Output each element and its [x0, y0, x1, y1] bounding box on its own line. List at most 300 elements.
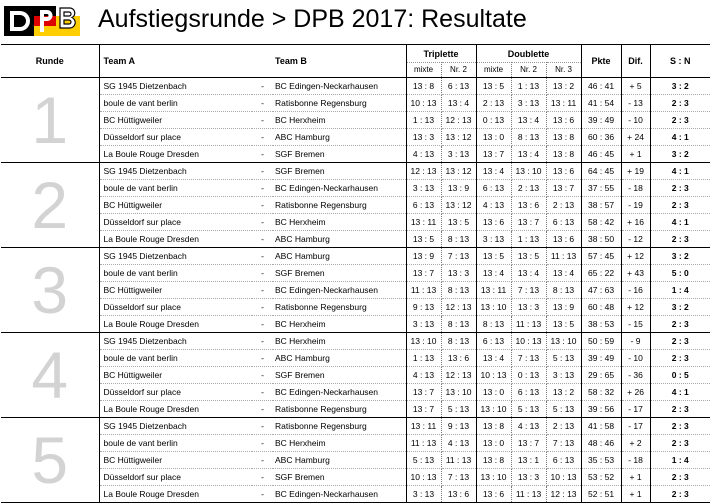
round-cell: [1, 78, 99, 163]
table-row: [1, 197, 710, 214]
dif-cell: - 12: [621, 231, 650, 248]
separator-cell: -: [252, 418, 273, 435]
doublette-nr2-cell: 13 : 4: [511, 265, 546, 282]
team-a-cell: boule de vant berlin: [99, 95, 252, 112]
triplette-mixte-cell: 13 : 8: [406, 78, 441, 95]
separator-cell: -: [252, 435, 273, 452]
sn-cell: 2 : 3: [650, 180, 710, 197]
triplette-nr2-cell: 12 : 13: [441, 299, 476, 316]
doublette-nr3-cell: 6 : 13: [546, 214, 581, 231]
doublette-nr2-cell: 7 : 13: [511, 350, 546, 367]
team-b-cell: Ratisbonne Regensburg: [273, 401, 406, 418]
team-a-cell: SG 1945 Dietzenbach: [99, 163, 252, 180]
sn-cell: 0 : 5: [650, 367, 710, 384]
team-b-cell: BC Herxheim: [273, 112, 406, 129]
triplette-mixte-cell: 1 : 13: [406, 350, 441, 367]
round-cell: [1, 333, 99, 418]
team-a-cell: BC Hüttigweiler: [99, 452, 252, 469]
doublette-nr3-cell: 10 : 13: [546, 469, 581, 486]
table-row: [1, 435, 710, 452]
sn-cell: 4 : 1: [650, 129, 710, 146]
dif-cell: + 1: [621, 486, 650, 503]
doublette-nr2-cell: 4 : 13: [511, 418, 546, 435]
page-title: Aufstiegsrunde > DPB 2017: Resultate: [98, 5, 527, 33]
table-row: [1, 146, 710, 163]
triplette-nr2-cell: 11 : 13: [441, 452, 476, 469]
team-a-cell: boule de vant berlin: [99, 265, 252, 282]
col-header-doublette-nr3: Nr. 3: [546, 63, 581, 78]
team-a-cell: BC Hüttigweiler: [99, 367, 252, 384]
doublette-nr2-cell: 13 : 7: [511, 214, 546, 231]
round-cell: [1, 418, 99, 503]
triplette-nr2-cell: 13 : 6: [441, 486, 476, 503]
doublette-nr3-cell: 3 : 13: [546, 367, 581, 384]
dif-cell: + 24: [621, 129, 650, 146]
doublette-nr2-cell: 10 : 13: [511, 333, 546, 350]
dif-cell: + 43: [621, 265, 650, 282]
pkte-cell: 35 : 53: [581, 452, 621, 469]
doublette-mixte-cell: 13 : 8: [476, 452, 511, 469]
triplette-mixte-cell: 13 : 11: [406, 214, 441, 231]
doublette-mixte-cell: 13 : 5: [476, 248, 511, 265]
team-b-cell: BC Herxheim: [273, 214, 406, 231]
team-a-cell: Düsseldorf sur place: [99, 129, 252, 146]
sn-cell: 2 : 3: [650, 469, 710, 486]
round-cell: [1, 163, 99, 248]
team-b-cell: BC Edingen-Neckarhausen: [273, 384, 406, 401]
triplette-nr2-cell: 13 : 12: [441, 197, 476, 214]
table-row: [1, 418, 710, 435]
sn-cell: 4 : 1: [650, 214, 710, 231]
separator-cell: -: [252, 469, 273, 486]
table-row: [1, 282, 710, 299]
doublette-nr3-cell: 13 : 8: [546, 129, 581, 146]
team-b-cell: BC Herxheim: [273, 333, 406, 350]
team-a-cell: BC Hüttigweiler: [99, 197, 252, 214]
dif-cell: - 10: [621, 112, 650, 129]
triplette-nr2-cell: 13 : 12: [441, 163, 476, 180]
triplette-nr2-cell: 12 : 13: [441, 367, 476, 384]
team-b-cell: ABC Hamburg: [273, 129, 406, 146]
page-header: [0, 0, 712, 44]
doublette-nr3-cell: 13 : 6: [546, 231, 581, 248]
triplette-mixte-cell: 11 : 13: [406, 282, 441, 299]
dif-cell: - 15: [621, 316, 650, 333]
separator-cell: -: [252, 180, 273, 197]
sn-cell: 2 : 3: [650, 350, 710, 367]
sn-cell: 2 : 3: [650, 112, 710, 129]
triplette-mixte-cell: 11 : 13: [406, 435, 441, 452]
doublette-nr2-cell: 11 : 13: [511, 486, 546, 503]
team-a-cell: BC Hüttigweiler: [99, 112, 252, 129]
doublette-nr2-cell: 13 : 1: [511, 452, 546, 469]
dif-cell: - 18: [621, 180, 650, 197]
sn-cell: 3 : 2: [650, 78, 710, 95]
doublette-nr3-cell: 5 : 13: [546, 350, 581, 367]
team-a-cell: SG 1945 Dietzenbach: [99, 248, 252, 265]
dif-cell: - 9: [621, 333, 650, 350]
doublette-mixte-cell: 13 : 4: [476, 350, 511, 367]
team-a-cell: La Boule Rouge Dresden: [99, 401, 252, 418]
separator-cell: -: [252, 401, 273, 418]
team-b-cell: BC Edingen-Neckarhausen: [273, 180, 406, 197]
round-number: 5: [31, 423, 69, 497]
doublette-mixte-cell: 10 : 13: [476, 367, 511, 384]
table-row: [1, 214, 710, 231]
doublette-mixte-cell: 13 : 0: [476, 129, 511, 146]
team-b-cell: BC Edingen-Neckarhausen: [273, 486, 406, 503]
table-row: [1, 486, 710, 503]
doublette-mixte-cell: 0 : 13: [476, 112, 511, 129]
triplette-nr2-cell: 13 : 6: [441, 350, 476, 367]
doublette-nr3-cell: 13 : 6: [546, 163, 581, 180]
doublette-nr2-cell: 7 : 13: [511, 282, 546, 299]
team-a-cell: BC Hüttigweiler: [99, 282, 252, 299]
sn-cell: 2 : 3: [650, 486, 710, 503]
triplette-nr2-cell: 4 : 13: [441, 435, 476, 452]
dif-cell: + 1: [621, 146, 650, 163]
team-b-cell: BC Edingen-Neckarhausen: [273, 78, 406, 95]
doublette-nr2-cell: 13 : 4: [511, 146, 546, 163]
doublette-nr3-cell: 2 : 13: [546, 197, 581, 214]
sn-cell: 2 : 3: [650, 316, 710, 333]
team-b-cell: Ratisbonne Regensburg: [273, 299, 406, 316]
table-row: [1, 163, 710, 180]
separator-cell: -: [252, 214, 273, 231]
triplette-nr2-cell: 12 : 13: [441, 112, 476, 129]
table-row: [1, 78, 710, 95]
table-row: [1, 299, 710, 316]
sn-cell: 1 : 4: [650, 452, 710, 469]
team-b-cell: SGF Bremen: [273, 367, 406, 384]
separator-cell: -: [252, 146, 273, 163]
round-number: 3: [31, 253, 69, 327]
triplette-nr2-cell: 13 : 4: [441, 95, 476, 112]
doublette-nr2-cell: 3 : 13: [511, 95, 546, 112]
separator-cell: -: [252, 333, 273, 350]
round-number: 4: [31, 338, 69, 412]
team-a-cell: La Boule Rouge Dresden: [99, 146, 252, 163]
doublette-mixte-cell: 6 : 13: [476, 333, 511, 350]
team-a-cell: boule de vant berlin: [99, 435, 252, 452]
dif-cell: - 10: [621, 350, 650, 367]
team-b-cell: ABC Hamburg: [273, 231, 406, 248]
doublette-nr2-cell: 1 : 13: [511, 231, 546, 248]
sn-cell: 4 : 1: [650, 384, 710, 401]
table-row: [1, 333, 710, 350]
doublette-mixte-cell: 13 : 10: [476, 401, 511, 418]
pkte-cell: 52 : 51: [581, 486, 621, 503]
sn-cell: 2 : 3: [650, 95, 710, 112]
triplette-nr2-cell: 13 : 5: [441, 214, 476, 231]
pkte-cell: 39 : 56: [581, 401, 621, 418]
separator-cell: -: [252, 350, 273, 367]
col-header-doublette-mixte: mixte: [476, 63, 511, 78]
team-b-cell: SGF Bremen: [273, 146, 406, 163]
team-a-cell: La Boule Rouge Dresden: [99, 231, 252, 248]
doublette-mixte-cell: 13 : 6: [476, 214, 511, 231]
team-a-cell: Düsseldorf sur place: [99, 469, 252, 486]
triplette-nr2-cell: 8 : 13: [441, 333, 476, 350]
doublette-mixte-cell: 13 : 0: [476, 435, 511, 452]
round-cell: [1, 248, 99, 333]
pkte-cell: 38 : 53: [581, 316, 621, 333]
table-row: [1, 384, 710, 401]
col-header-separator: [252, 45, 273, 78]
doublette-nr3-cell: 12 : 13: [546, 486, 581, 503]
dif-cell: - 17: [621, 418, 650, 435]
triplette-mixte-cell: 3 : 13: [406, 486, 441, 503]
doublette-mixte-cell: 2 : 13: [476, 95, 511, 112]
triplette-nr2-cell: 13 : 10: [441, 384, 476, 401]
doublette-mixte-cell: 13 : 11: [476, 282, 511, 299]
separator-cell: -: [252, 486, 273, 503]
doublette-nr3-cell: 13 : 2: [546, 384, 581, 401]
doublette-nr2-cell: 6 : 13: [511, 384, 546, 401]
doublette-nr3-cell: 13 : 7: [546, 180, 581, 197]
separator-cell: -: [252, 299, 273, 316]
header-row: [1, 45, 710, 63]
results-table: [1, 44, 710, 503]
separator-cell: -: [252, 248, 273, 265]
team-a-cell: Düsseldorf sur place: [99, 214, 252, 231]
triplette-mixte-cell: 10 : 13: [406, 469, 441, 486]
sn-cell: 2 : 3: [650, 435, 710, 452]
table-row: [1, 265, 710, 282]
round-number: 2: [31, 168, 69, 242]
pkte-cell: 53 : 52: [581, 469, 621, 486]
sn-cell: 1 : 4: [650, 282, 710, 299]
triplette-mixte-cell: 13 : 9: [406, 248, 441, 265]
table-row: [1, 350, 710, 367]
team-b-cell: SGF Bremen: [273, 265, 406, 282]
col-header-team-a: Team A: [99, 45, 252, 78]
team-a-cell: Düsseldorf sur place: [99, 299, 252, 316]
doublette-mixte-cell: 13 : 10: [476, 469, 511, 486]
doublette-mixte-cell: 13 : 7: [476, 146, 511, 163]
doublette-mixte-cell: 13 : 10: [476, 299, 511, 316]
pkte-cell: 60 : 36: [581, 129, 621, 146]
dif-cell: + 16: [621, 214, 650, 231]
team-b-cell: BC Herxheim: [273, 435, 406, 452]
team-b-cell: ABC Hamburg: [273, 248, 406, 265]
pkte-cell: 41 : 54: [581, 95, 621, 112]
pkte-cell: 50 : 59: [581, 333, 621, 350]
doublette-nr3-cell: 13 : 5: [546, 316, 581, 333]
separator-cell: -: [252, 265, 273, 282]
triplette-nr2-cell: 7 : 13: [441, 248, 476, 265]
table-row: [1, 248, 710, 265]
doublette-nr3-cell: 2 : 13: [546, 418, 581, 435]
doublette-nr2-cell: 13 : 5: [511, 248, 546, 265]
pkte-cell: 38 : 57: [581, 197, 621, 214]
doublette-nr3-cell: 13 : 6: [546, 112, 581, 129]
pkte-cell: 64 : 45: [581, 163, 621, 180]
pkte-cell: 58 : 42: [581, 214, 621, 231]
doublette-nr3-cell: 6 : 13: [546, 452, 581, 469]
team-a-cell: SG 1945 Dietzenbach: [99, 78, 252, 95]
doublette-nr3-cell: 13 : 8: [546, 146, 581, 163]
table-row: [1, 129, 710, 146]
pkte-cell: 65 : 22: [581, 265, 621, 282]
triplette-mixte-cell: 4 : 13: [406, 146, 441, 163]
triplette-mixte-cell: 13 : 5: [406, 231, 441, 248]
table-row: [1, 316, 710, 333]
team-b-cell: SGF Bremen: [273, 163, 406, 180]
triplette-nr2-cell: 8 : 13: [441, 282, 476, 299]
sn-cell: 2 : 3: [650, 418, 710, 435]
pkte-cell: 47 : 63: [581, 282, 621, 299]
doublette-mixte-cell: 13 : 8: [476, 418, 511, 435]
separator-cell: -: [252, 316, 273, 333]
pkte-cell: 41 : 58: [581, 418, 621, 435]
team-b-cell: SGF Bremen: [273, 469, 406, 486]
team-b-cell: ABC Hamburg: [273, 452, 406, 469]
team-b-cell: Ratisbonne Regensburg: [273, 418, 406, 435]
team-a-cell: La Boule Rouge Dresden: [99, 486, 252, 503]
table-row: [1, 401, 710, 418]
doublette-mixte-cell: 13 : 6: [476, 486, 511, 503]
separator-cell: -: [252, 129, 273, 146]
team-a-cell: Düsseldorf sur place: [99, 384, 252, 401]
dif-cell: - 36: [621, 367, 650, 384]
pkte-cell: 48 : 46: [581, 435, 621, 452]
pkte-cell: 39 : 49: [581, 112, 621, 129]
doublette-mixte-cell: 4 : 13: [476, 197, 511, 214]
separator-cell: -: [252, 367, 273, 384]
triplette-mixte-cell: 13 : 10: [406, 333, 441, 350]
col-header-triplette-mixte: mixte: [406, 63, 441, 78]
sn-cell: 2 : 3: [650, 231, 710, 248]
doublette-nr3-cell: 8 : 13: [546, 282, 581, 299]
doublette-nr2-cell: 5 : 13: [511, 401, 546, 418]
triplette-nr2-cell: 9 : 13: [441, 418, 476, 435]
dif-cell: + 12: [621, 299, 650, 316]
triplette-nr2-cell: 13 : 3: [441, 265, 476, 282]
col-header-doublette: Doublette: [476, 45, 581, 63]
doublette-mixte-cell: 6 : 13: [476, 180, 511, 197]
dif-cell: + 1: [621, 469, 650, 486]
separator-cell: -: [252, 163, 273, 180]
triplette-nr2-cell: 13 : 9: [441, 180, 476, 197]
team-a-cell: boule de vant berlin: [99, 350, 252, 367]
col-header-round: Runde: [1, 45, 99, 78]
team-b-cell: BC Herxheim: [273, 316, 406, 333]
separator-cell: -: [252, 282, 273, 299]
separator-cell: -: [252, 452, 273, 469]
col-header-doublette-nr2: Nr. 2: [511, 63, 546, 78]
separator-cell: -: [252, 112, 273, 129]
results-body: [1, 78, 710, 503]
dif-cell: - 18: [621, 452, 650, 469]
triplette-mixte-cell: 6 : 13: [406, 197, 441, 214]
col-header-pkte: Pkte: [581, 45, 621, 78]
doublette-nr2-cell: 13 : 3: [511, 469, 546, 486]
doublette-nr2-cell: 13 : 10: [511, 163, 546, 180]
doublette-nr2-cell: 13 : 4: [511, 112, 546, 129]
doublette-nr2-cell: 13 : 3: [511, 299, 546, 316]
col-header-sn: S : N: [650, 45, 710, 78]
team-a-cell: SG 1945 Dietzenbach: [99, 418, 252, 435]
pkte-cell: 46 : 45: [581, 146, 621, 163]
triplette-mixte-cell: 3 : 13: [406, 316, 441, 333]
triplette-mixte-cell: 3 : 13: [406, 180, 441, 197]
team-a-cell: boule de vant berlin: [99, 180, 252, 197]
doublette-nr3-cell: 5 : 13: [546, 401, 581, 418]
sn-cell: 4 : 1: [650, 163, 710, 180]
doublette-nr3-cell: 11 : 13: [546, 248, 581, 265]
doublette-nr2-cell: 8 : 13: [511, 129, 546, 146]
doublette-mixte-cell: 13 : 4: [476, 163, 511, 180]
doublette-nr3-cell: 7 : 13: [546, 435, 581, 452]
doublette-nr3-cell: 13 : 10: [546, 333, 581, 350]
doublette-nr2-cell: 13 : 7: [511, 435, 546, 452]
doublette-mixte-cell: 13 : 0: [476, 384, 511, 401]
team-a-cell: La Boule Rouge Dresden: [99, 316, 252, 333]
col-header-dif: Dif.: [621, 45, 650, 78]
separator-cell: -: [252, 78, 273, 95]
table-row: [1, 112, 710, 129]
triplette-mixte-cell: 13 : 7: [406, 401, 441, 418]
triplette-mixte-cell: 12 : 13: [406, 163, 441, 180]
triplette-nr2-cell: 8 : 13: [441, 316, 476, 333]
doublette-nr3-cell: 13 : 4: [546, 265, 581, 282]
doublette-nr2-cell: 2 : 13: [511, 180, 546, 197]
col-header-team-b: Team B: [273, 45, 406, 78]
dif-cell: + 2: [621, 435, 650, 452]
sn-cell: 3 : 2: [650, 248, 710, 265]
triplette-mixte-cell: 4 : 13: [406, 367, 441, 384]
triplette-mixte-cell: 13 : 11: [406, 418, 441, 435]
pkte-cell: 38 : 50: [581, 231, 621, 248]
triplette-nr2-cell: 6 : 13: [441, 78, 476, 95]
table-row: [1, 180, 710, 197]
doublette-mixte-cell: 13 : 5: [476, 78, 511, 95]
table-row: [1, 95, 710, 112]
sn-cell: 2 : 3: [650, 401, 710, 418]
triplette-nr2-cell: 13 : 12: [441, 129, 476, 146]
pkte-cell: 29 : 65: [581, 367, 621, 384]
team-b-cell: Ratisbonne Regensburg: [273, 95, 406, 112]
table-row: [1, 231, 710, 248]
doublette-nr2-cell: 0 : 13: [511, 367, 546, 384]
separator-cell: -: [252, 231, 273, 248]
pkte-cell: 37 : 55: [581, 180, 621, 197]
dif-cell: + 19: [621, 163, 650, 180]
sn-cell: 3 : 2: [650, 299, 710, 316]
sn-cell: 3 : 2: [650, 146, 710, 163]
dif-cell: - 13: [621, 95, 650, 112]
doublette-nr2-cell: 11 : 13: [511, 316, 546, 333]
triplette-nr2-cell: 3 : 13: [441, 146, 476, 163]
sn-cell: 2 : 3: [650, 333, 710, 350]
round-number: 1: [31, 83, 69, 157]
triplette-mixte-cell: 5 : 13: [406, 452, 441, 469]
doublette-mixte-cell: 13 : 4: [476, 265, 511, 282]
doublette-nr2-cell: 13 : 6: [511, 197, 546, 214]
dif-cell: - 16: [621, 282, 650, 299]
triplette-mixte-cell: 9 : 13: [406, 299, 441, 316]
pkte-cell: 58 : 32: [581, 384, 621, 401]
table-row: [1, 452, 710, 469]
col-header-triplette: Triplette: [406, 45, 476, 63]
doublette-nr3-cell: 13 : 9: [546, 299, 581, 316]
dif-cell: - 19: [621, 197, 650, 214]
triplette-mixte-cell: 1 : 13: [406, 112, 441, 129]
doublette-mixte-cell: 3 : 13: [476, 231, 511, 248]
table-row: [1, 367, 710, 384]
triplette-nr2-cell: 5 : 13: [441, 401, 476, 418]
